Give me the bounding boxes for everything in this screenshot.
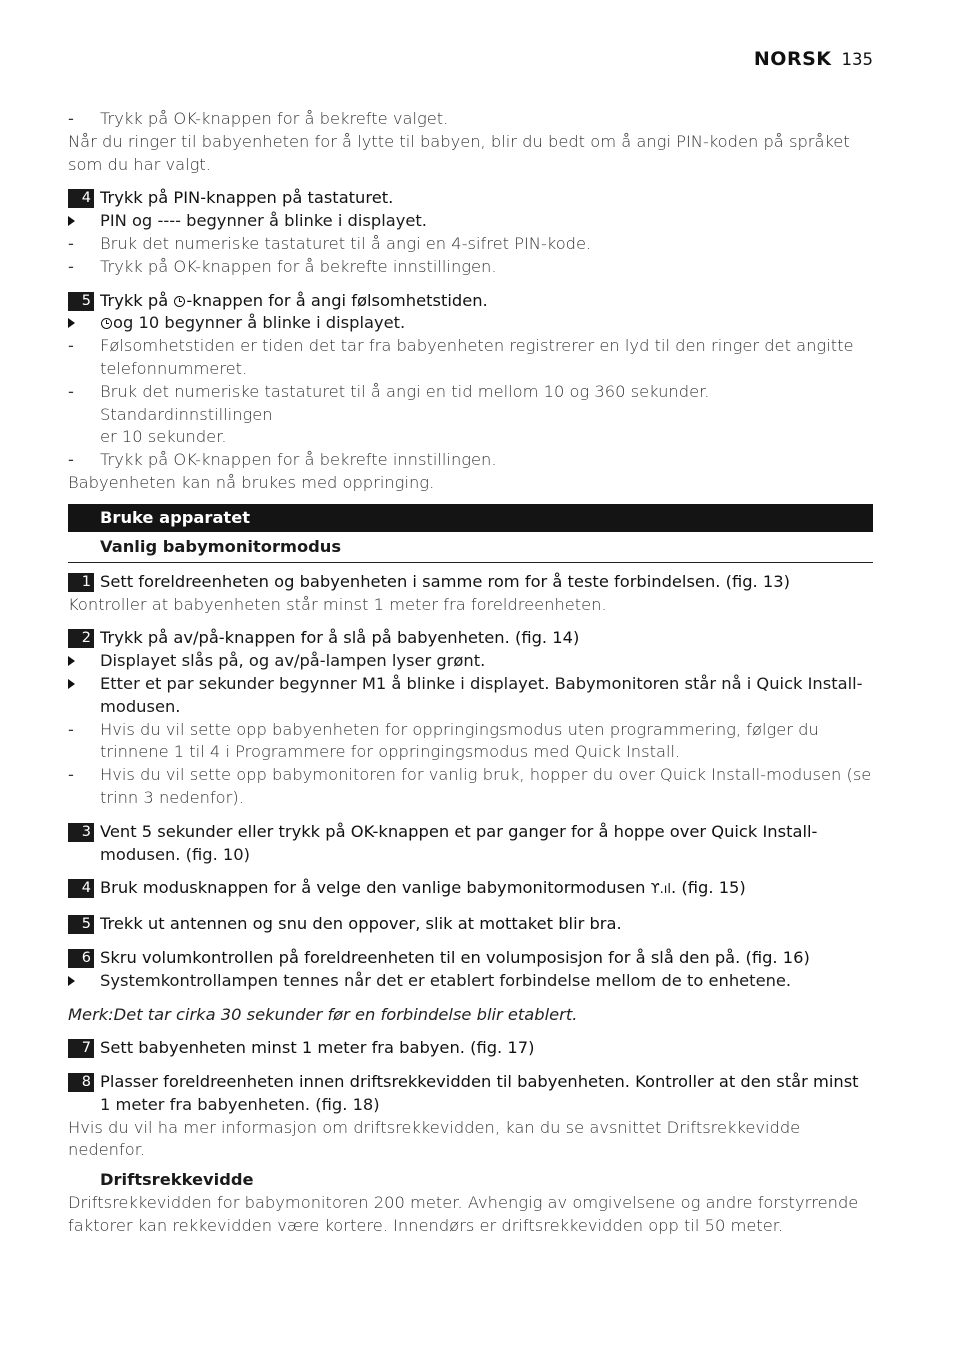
triangle-bullet-icon — [68, 216, 75, 226]
paragraph: Hvis du vil ha mer informasjon om driftsrekkevidden, kan du se avsnittet Driftsrekkevidde nedenfor. — [68, 1117, 801, 1160]
dash-item: - Bruk det numeriske tastaturet til å angi en 4-sifret PIN-kode. — [68, 233, 592, 253]
clock-icon — [101, 318, 112, 329]
dash-item: - Hvis du vil sette opp babymonitoren for vanlig bruk, hopper du over Quick Install-modusen (se — [68, 765, 872, 785]
dash-item: - Bruk det numeriske tastaturet til å angi en tid mellom 10 og 360 sekunder. Standardinnstillingen — [68, 381, 710, 424]
step-3: 3 Vent 5 sekunder eller trykk på OK-knappen et par ganger for å hoppe over Quick Install- — [68, 821, 873, 844]
dash-item: - Trykk på OK-knappen for å bekrefte innstillingen. — [68, 256, 497, 276]
result-item: PIN og ---- begynner å blinke i displayet. — [68, 210, 873, 233]
dash-item: - Hvis du vil sette opp babyenheten for oppringingsmodus uten programmering, følger du — [68, 719, 819, 739]
step-number: 8 — [68, 1073, 94, 1092]
paragraph: som du har valgt. — [68, 154, 211, 174]
page-header — [754, 48, 873, 70]
step-6: 6 Skru volumkontrollen på foreldreenheten til en volumposisjon for å slå den på. (fig. 16) — [68, 947, 873, 970]
manual-content — [68, 108, 873, 1238]
step-number: 3 — [68, 823, 94, 842]
language-label: NORSK — [753, 48, 832, 70]
triangle-bullet-icon — [68, 976, 75, 986]
subsection-heading: Vanlig babymonitormodus — [68, 532, 873, 563]
monitor-mode-icon: ϒ.ıl — [650, 882, 672, 898]
dash-item: - Trykk på OK-knappen for å bekrefte valget. — [68, 109, 449, 128]
result-item: Systemkontrollampen tennes når det er etablert forbindelse mellom de to enhetene. — [68, 970, 873, 993]
note: Merk:Det tar cirka 30 sekunder før en forbindelse blir etablert. — [68, 1004, 578, 1024]
paragraph: Kontroller at babyenheten står minst 1 meter fra foreldreenheten. — [68, 594, 607, 614]
section-heading: Bruke apparatet — [68, 504, 873, 532]
paragraph: Babyenheten kan nå brukes med oppringing. — [68, 472, 435, 492]
step-7: 7 Sett babyenheten minst 1 meter fra babyen. (fig. 17) — [68, 1037, 873, 1060]
dash-item-continued: trinn 3 nedenfor). — [100, 787, 244, 807]
step-sensitivity: 5 Trykk på -knappen for å angi følsomhetstiden. — [68, 290, 873, 313]
step-number: 5 — [68, 292, 94, 311]
step-continued: modusen. (fig. 10) — [100, 844, 251, 864]
step-number: 4 — [68, 879, 94, 898]
step-number: 5 — [68, 915, 94, 934]
step-number: 6 — [68, 949, 94, 968]
step-pin: 4 Trykk på PIN-knappen på tastaturet. — [68, 187, 873, 210]
step-number: 2 — [68, 629, 94, 648]
step-4: 4 Bruk modusknappen for å velge den vanlige babymonitormodusen ϒ.ıl. (fig. 15) — [68, 877, 873, 902]
step-8: 8 Plasser foreldreenheten innen driftsrekkevidden til babyenheten. Kontroller at den står minst — [68, 1071, 873, 1094]
paragraph: Når du ringer til babyenheten for å lytte til babyen, blir du bedt om å angi PIN-koden på språket — [68, 131, 850, 151]
result-item: Etter et par sekunder begynner M1 å blinke i displayet. Babymonitoren står nå i Quick Install- — [68, 673, 873, 696]
dash-item-continued: trinnene 1 til 4 i Programmere for oppringingsmodus med Quick Install. — [100, 742, 681, 762]
page-number: 135 — [841, 50, 873, 69]
dash-item: - Trykk på OK-knappen for å bekrefte innstillingen. — [68, 450, 497, 470]
paragraph: Driftsrekkevidden for babymonitoren 200 meter. Avhengig av omgivelsene og andre forstyrrende — [68, 1193, 859, 1213]
triangle-bullet-icon — [68, 656, 75, 666]
range-heading: Driftsrekkevidde — [100, 1170, 254, 1190]
step-continued: 1 meter fra babyenheten. (fig. 18) — [100, 1094, 380, 1114]
result-item: og 10 begynner å blinke i displayet. — [68, 312, 873, 335]
paragraph: faktorer kan rekkevidden være kortere. Innendørs er driftsrekkevidden opp til 50 meter. — [68, 1215, 784, 1235]
dash-item-continued: er 10 sekunder. — [100, 427, 227, 447]
step-number: 7 — [68, 1039, 94, 1058]
result-item-continued: modusen. — [100, 696, 181, 716]
step-1: 1 Sett foreldreenheten og babyenheten i samme rom for å teste forbindelsen. (fig. 13) — [68, 571, 873, 594]
result-item: Displayet slås på, og av/på-lampen lyser grønt. — [68, 650, 873, 673]
dash-item-continued: telefonnummeret. — [100, 358, 248, 378]
step-2: 2 Trykk på av/på-knappen for å slå på babyenheten. (fig. 14) — [68, 627, 873, 650]
step-number: 1 — [68, 573, 94, 592]
clock-icon — [174, 296, 185, 307]
triangle-bullet-icon — [68, 679, 75, 689]
dash-item: - Følsomhetstiden er tiden det tar fra babyenheten registrerer en lyd til den ringer det angitte — [68, 336, 854, 356]
step-5: 5 Trekk ut antennen og snu den oppover, slik at mottaket blir bra. — [68, 913, 873, 936]
triangle-bullet-icon — [68, 318, 75, 328]
step-number: 4 — [68, 189, 94, 208]
